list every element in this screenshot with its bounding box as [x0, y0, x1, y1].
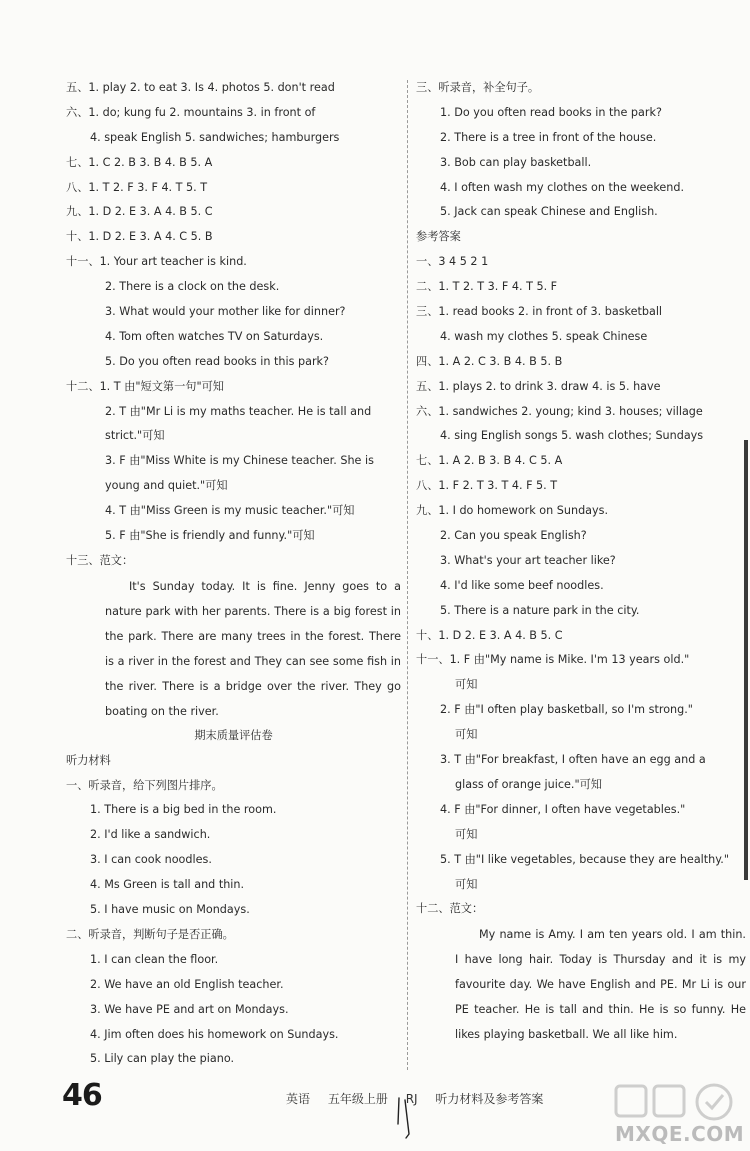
answer-line: 十一、1. Your art teacher is kind. [66, 255, 247, 269]
answer-line: 可知 [455, 877, 478, 891]
answer-line: 六、1. sandwiches 2. young; kind 3. houses; village [416, 404, 703, 418]
column-divider [407, 80, 408, 1070]
answer-line: 二、1. T 2. T 3. F 4. T 5. F [416, 280, 558, 294]
answer-line: 3. I can cook noodles. [90, 853, 212, 867]
answer-line: 一、3 4 5 2 1 [416, 255, 489, 269]
right-column [416, 76, 746, 1047]
answer-line: 十、1. D 2. E 3. A 4. C 5. B [66, 230, 213, 244]
answer-line: 1. There is a big bed in the room. [90, 803, 277, 817]
essay-paragraph: It's Sunday today. It is fine. Jenny goes to a nature park with her parents. There is a big forest in the park. There are many trees in the forest. There is a river in the forest and They can see some fish in the river. There is a bridge over the river. They go boating on the river. [105, 579, 401, 718]
answer-line: 4. speak English 5. sandwiches; hamburgers [90, 130, 340, 144]
answer-line: 2. F 由"I often play basketball, so I'm strong." [440, 703, 693, 717]
footer-edition: RJ [405, 1092, 418, 1106]
answer-line: 三、1. read books 2. in front of 3. basketball [416, 305, 663, 319]
right-answer-list [416, 76, 746, 922]
answer-line: 5. Lily can play the piano. [90, 1052, 235, 1066]
answer-line: 5. There is a nature park in the city. [440, 603, 640, 617]
answer-line: 九、1. D 2. E 3. A 4. B 5. C [66, 205, 213, 219]
answer-line: glass of orange juice."可知 [455, 777, 602, 791]
answer-line: 3. Bob can play basketball. [440, 155, 592, 169]
answer-line: 十二、1. T 由"短文第一句"可知 [66, 379, 224, 393]
answer-line: strict."可知 [105, 429, 165, 443]
page-number: 46 [62, 1078, 102, 1113]
section-title: 期末质量评估卷 [194, 728, 273, 742]
answer-line: young and quiet."可知 [105, 479, 228, 493]
answer-line: 听力材料 [66, 753, 111, 767]
answer-line: 2. There is a clock on the desk. [105, 280, 280, 294]
answer-line: 3. What would your mother like for dinner? [105, 305, 346, 319]
answer-line: 4. Ms Green is tall and thin. [90, 878, 245, 892]
answer-line: 1. I can clean the floor. [90, 952, 219, 966]
answer-line: 二、听录音，判断句子是否正确。 [66, 927, 234, 941]
footer-grade: 五年级上册 [327, 1092, 388, 1106]
answer-line: 九、1. I do homework on Sundays. [416, 504, 609, 518]
left-column [66, 76, 401, 1072]
answer-line: 三、听录音，补全句子。 [416, 81, 540, 94]
essay-paragraph: My name is Amy. I am ten years old. I am thin. I have long hair. Today is Thursday and it is my favourite day. We have English and PE. Mr Li is our PE teacher. He is tall and thin. He is so funny. He likes playing basketball. We all like him. [455, 928, 746, 1042]
answer-line: 六、1. do; kung fu 2. mountains 3. in front of [66, 105, 316, 119]
pen-scrawl-mark [393, 1094, 415, 1140]
answer-line: 3. T 由"For breakfast, I often have an egg and a [440, 753, 706, 767]
answer-line: 2. There is a tree in front of the house. [440, 130, 657, 144]
answer-line: 4. Tom often watches TV on Saturdays. [105, 329, 324, 343]
answer-line: 四、1. A 2. C 3. B 4. B 5. B [416, 354, 563, 368]
answer-line: 2. We have an old English teacher. [90, 977, 284, 991]
answer-line: 十、1. D 2. E 3. A 4. B 5. C [416, 628, 563, 642]
answer-line: 参考答案 [416, 230, 461, 244]
answer-line: 八、1. T 2. F 3. F 4. T 5. T [66, 180, 208, 194]
left-answer-list [66, 76, 401, 574]
answer-line: 4. Jim often does his homework on Sundays. [90, 1027, 339, 1041]
answer-line: 5. T 由"I like vegetables, because they are healthy." [440, 852, 729, 866]
footer-subject: 英语 [286, 1092, 311, 1106]
answer-line: 可知 [455, 827, 478, 841]
answer-line: 2. T 由"Mr Li is my maths teacher. He is tall and [105, 404, 372, 418]
answer-line: 十三、范文： [66, 553, 134, 567]
answer-line: 可知 [455, 678, 478, 692]
answer-line: 4. wash my clothes 5. speak Chinese [440, 329, 648, 343]
answer-line: 五、1. plays 2. to drink 3. draw 4. is 5. have [416, 379, 661, 393]
answer-line: 4. I often wash my clothes on the weekend. [440, 180, 685, 194]
answer-line: 4. T 由"Miss Green is my music teacher."可知 [105, 504, 355, 518]
answer-line: 七、1. C 2. B 3. B 4. B 5. A [66, 155, 213, 169]
answer-line: 4. sing English songs 5. wash clothes; Sundays [440, 429, 704, 443]
answer-line: 5. Jack can speak Chinese and English. [440, 205, 658, 219]
answer-line: 3. We have PE and art on Mondays. [90, 1002, 289, 1016]
answer-line: 十二、范文： [416, 902, 484, 916]
answer-line: 5. Do you often read books in this park? [105, 354, 329, 368]
answer-line: 2. Can you speak English? [440, 529, 587, 543]
answer-line: 3. What's your art teacher like? [440, 553, 616, 567]
page-footer [286, 1090, 557, 1107]
watermark-text: MXQE.COM [615, 1122, 745, 1146]
answer-line: 5. I have music on Mondays. [90, 903, 250, 917]
answer-line: 4. I'd like some beef noodles. [440, 578, 604, 592]
answer-line: 五、1. play 2. to eat 3. Is 4. photos 5. don't read [66, 81, 335, 94]
footer-section: 听力材料及参考答案 [435, 1092, 544, 1106]
page-edge-shadow [744, 440, 748, 880]
answer-line: 4. F 由"For dinner, I often have vegetables." [440, 802, 686, 816]
answer-line: 十一、1. F 由"My name is Mike. I'm 13 years old." [416, 653, 690, 667]
answer-line: 七、1. A 2. B 3. B 4. C 5. A [416, 454, 563, 468]
answer-line: 5. F 由"She is friendly and funny."可知 [105, 529, 315, 543]
answer-line: 可知 [455, 728, 478, 742]
answer-line: 2. I'd like a sandwich. [90, 828, 211, 842]
answer-line: 八、1. F 2. T 3. T 4. F 5. T [416, 479, 558, 493]
answer-line: 3. F 由"Miss White is my Chinese teacher. She is [105, 454, 374, 468]
listening-material-list [66, 749, 401, 1073]
answer-line: 一、听录音，给下列图片排序。 [66, 778, 223, 792]
answer-line: 1. Do you often read books in the park? [440, 105, 662, 119]
